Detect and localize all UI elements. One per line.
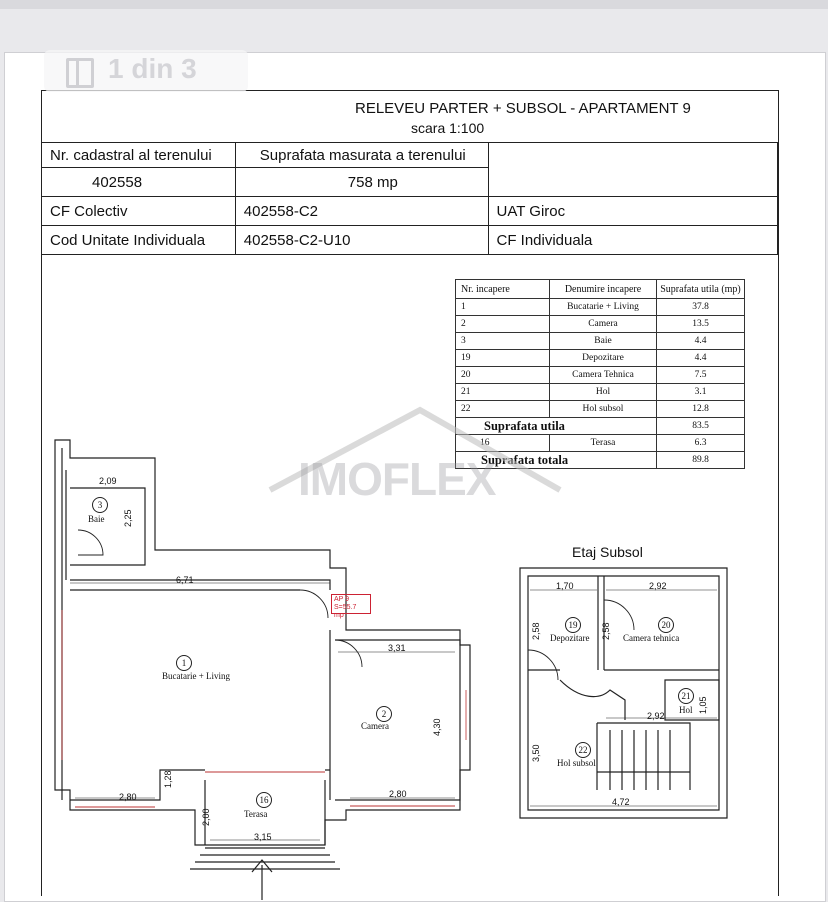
apartment-area-tag	[331, 594, 371, 619]
document-title: RELEVEU PARTER + SUBSOL - APARTAMENT 9	[355, 100, 691, 117]
room-label-hol-subsol: Hol subsol	[557, 758, 596, 768]
page-indicator-overlay[interactable]	[44, 50, 248, 92]
useful-area-label: Suprafata utila	[456, 418, 657, 435]
room-nr: 22	[456, 401, 550, 418]
room-nr: 3	[456, 333, 550, 350]
dim-1-28: 1,28	[163, 770, 173, 788]
table-cell: UAT Giroc	[488, 197, 778, 226]
useful-area-value: 83.5	[657, 418, 745, 435]
ap-label: AP 9	[334, 596, 350, 603]
room-label-terasa: Terasa	[244, 809, 268, 819]
table-cell: 402558-C2	[235, 197, 488, 226]
column-header: Suprafata utila (mp)	[657, 280, 745, 299]
table-cell: Nr. cadastral al terenului	[42, 143, 236, 168]
room-number-3: 3	[92, 497, 108, 513]
dim-6-71: 6,71	[176, 575, 194, 585]
total-area-label: Suprafata totala	[456, 452, 657, 469]
room-label-hol: Hol	[679, 705, 693, 715]
dim-2-09: 2,09	[99, 476, 117, 486]
dim-3-15: 3,15	[254, 832, 272, 842]
room-number-19: 19	[565, 617, 581, 633]
total-area-value: 89.8	[657, 452, 745, 469]
table-cell: 402558	[42, 168, 236, 197]
room-number-21: 21	[678, 688, 694, 704]
room-area: 3.1	[657, 384, 745, 401]
dim-2-58-left: 2,58	[531, 622, 541, 640]
room-name: Camera Tehnica	[550, 367, 657, 384]
room-name: Hol subsol	[550, 401, 657, 418]
room-label-depozitare: Depozitare	[550, 633, 590, 643]
basement-title: Etaj Subsol	[572, 544, 643, 560]
column-header: Denumire incapere	[550, 280, 657, 299]
dim-2-25: 2,25	[123, 509, 133, 527]
room-label-camera: Camera	[361, 721, 389, 731]
room-label-camera-tehnica: Camera tehnica	[623, 633, 680, 643]
room-name: Camera	[550, 316, 657, 333]
dim-1-70: 1,70	[556, 581, 574, 591]
room-area: 4.4	[657, 350, 745, 367]
room-number-16: 16	[256, 792, 272, 808]
column-header: Nr. incapere	[456, 280, 550, 299]
room-name: Depozitare	[550, 350, 657, 367]
dim-1-05: 1,05	[698, 696, 708, 714]
room-label-baie: Baie	[88, 514, 105, 524]
dim-3-50: 3,50	[531, 744, 541, 762]
imoflex-watermark: IMOFLEX	[298, 453, 496, 505]
table-cell: Suprafata masurata a terenului	[235, 143, 488, 168]
dim-2-80-left: 2,80	[119, 792, 137, 802]
room-area: 6.3	[657, 435, 745, 452]
room-nr: 20	[456, 367, 550, 384]
room-nr: 21	[456, 384, 550, 401]
table-cell: 402558-C2-U10	[235, 226, 488, 255]
room-area: 4.4	[657, 333, 745, 350]
room-nr: 1	[456, 299, 550, 316]
room-number-1: 1	[176, 655, 192, 671]
dim-2-80-right: 2,80	[389, 789, 407, 799]
room-nr: 16	[456, 435, 550, 452]
dim-2-92-mid: 2,92	[647, 711, 665, 721]
room-area: 12.8	[657, 401, 745, 418]
room-number-22: 22	[575, 742, 591, 758]
table-cell: CF Individuala	[488, 226, 778, 255]
room-number-20: 20	[658, 617, 674, 633]
room-area: 37.8	[657, 299, 745, 316]
room-name: Baie	[550, 333, 657, 350]
dim-4-30: 4,30	[432, 718, 442, 736]
table-cell: CF Colectiv	[42, 197, 236, 226]
dim-2-00: 2,00	[201, 808, 211, 826]
document-scale: scara 1:100	[411, 120, 485, 136]
book-pages-icon	[66, 58, 94, 88]
room-area: 13.5	[657, 316, 745, 333]
room-number-2: 2	[376, 706, 392, 722]
room-name: Bucatarie + Living	[550, 299, 657, 316]
dim-3-31: 3,31	[388, 643, 406, 653]
dim-4-72: 4,72	[612, 797, 630, 807]
ap-area: S=55.7 mp	[334, 604, 357, 619]
dim-2-92-top: 2,92	[649, 581, 667, 591]
page-indicator-text: 1 din 3	[108, 53, 197, 84]
table-cell: 758 mp	[235, 168, 488, 197]
table-cell: Cod Unitate Individuala	[42, 226, 236, 255]
room-nr: 19	[456, 350, 550, 367]
room-name: Terasa	[550, 435, 657, 452]
room-area: 7.5	[657, 367, 745, 384]
dim-2-58-right: 2,58	[601, 622, 611, 640]
room-name: Hol	[550, 384, 657, 401]
room-nr: 2	[456, 316, 550, 333]
room-label-bucatarie-living: Bucatarie + Living	[162, 671, 231, 681]
